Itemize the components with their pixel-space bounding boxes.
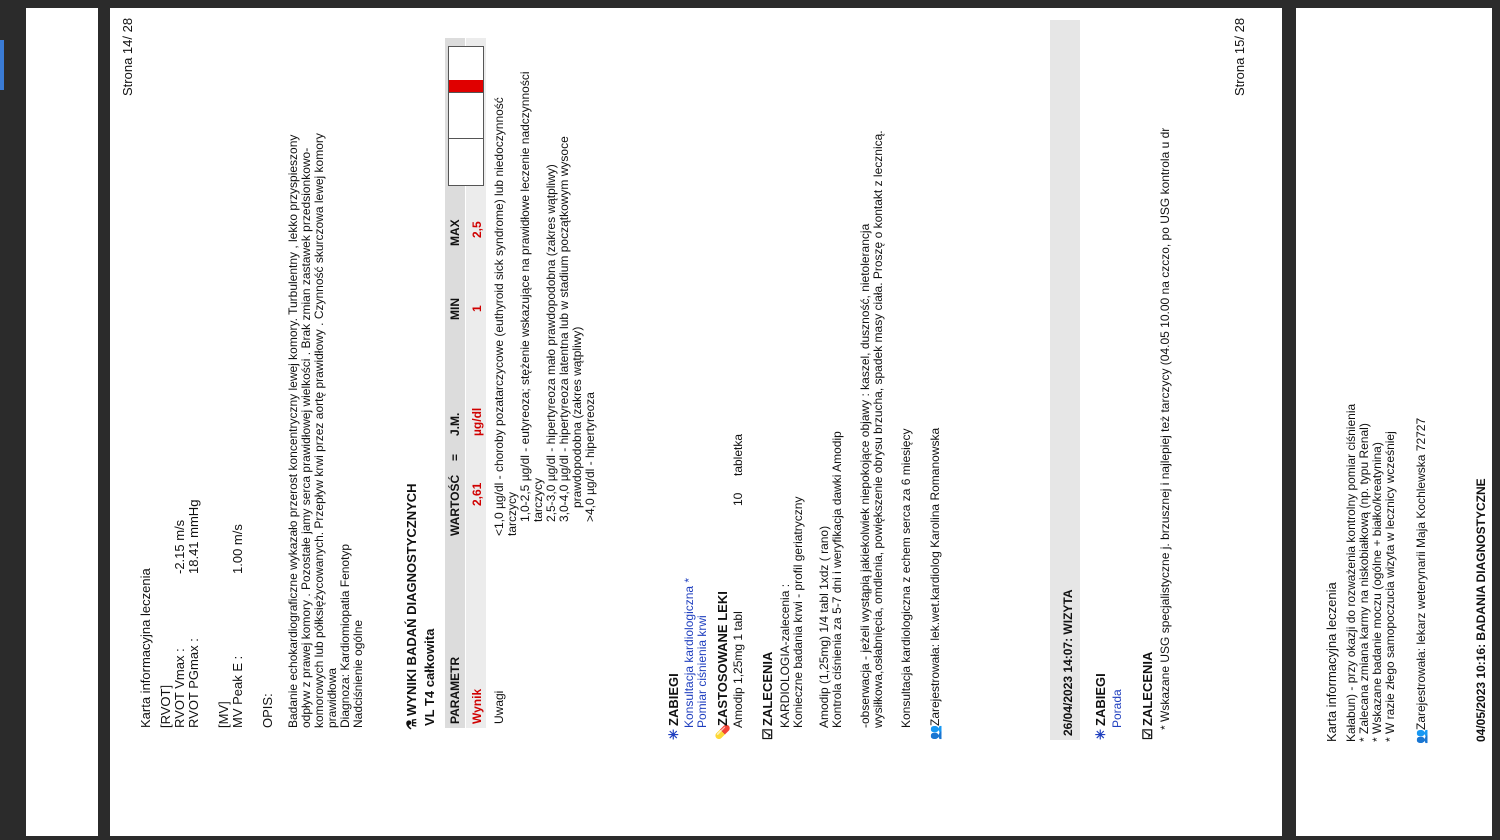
- checklist-icon: ☑: [760, 728, 775, 740]
- zabiegi2-section-title: ✳ZABIEGI: [1093, 673, 1108, 740]
- zabieg-item[interactable]: Porada: [1110, 689, 1124, 728]
- zabiegi-section-title: ✳ZABIEGI: [666, 673, 681, 740]
- col-wartosc: WARTOŚĆ: [448, 474, 462, 536]
- uwagi-line: tarczycy: [531, 477, 545, 522]
- user-icon: 👥: [1414, 729, 1428, 744]
- uwagi-line: 2,5-3,0 µg/dl - hipertyreoza mało prawdopodobna (zakres wątpliwy): [544, 164, 558, 522]
- col-equals: =: [448, 453, 462, 461]
- opis-line: odpływ z prawej komory . Pozostałe jamy serca prawidłowej wielkości . Brak zmian zastawek przedsionkowo-: [299, 147, 313, 728]
- test-tube-icon: ⚗: [404, 718, 419, 730]
- zalecenie-line: Konieczne badania krwi - profil geriatryczny: [791, 496, 805, 728]
- page-14: [110, 8, 1282, 836]
- test-name: VL T4 całkowita: [422, 628, 437, 726]
- opis-label: OPIS:: [260, 693, 275, 728]
- result-param: Wynik: [470, 688, 484, 724]
- zalecenie-line: Amodip (1,25mg) 1/4 tabl 1xdz ( rano): [817, 525, 831, 728]
- diagnostics-section-title: ⚗WYNIKI BADAŃ DIAGNOSTYCZNYCH: [404, 483, 419, 730]
- mv-block-label: [MV]: [216, 701, 231, 728]
- col-max: MAX: [448, 219, 462, 246]
- registered-by: 👥Zarejestrowała: lek.wet.kardiolog Karolina Romanowska: [928, 427, 942, 740]
- asterisk-icon: ✳: [666, 729, 681, 740]
- mv-peak-label: MV Peak E :: [230, 655, 245, 728]
- lek-qty: 10: [731, 492, 745, 506]
- asterisk-icon: ✳: [1093, 729, 1108, 740]
- zalecenie-line: -obserwacja - jeżeli wystąpią jakiekolwiek niepokojące objawy : kaszel, duszność, nietolerancja: [858, 223, 872, 728]
- result-min: 1: [470, 305, 484, 312]
- zalecenia2-section-title: ☑ZALECENIA: [1140, 651, 1155, 740]
- zalecenie-line: * Wskazane badanie moczu (ogólne + białko/kreatynina): [1370, 442, 1384, 742]
- mv-peak-value: 1.00 m/s: [230, 524, 245, 574]
- uwagi-line: prawdopodobna (zakres wątpliwy): [570, 326, 584, 508]
- checklist-icon: ☑: [1140, 728, 1155, 740]
- col-parametr: PARAMETR: [448, 656, 462, 724]
- sidebar-toggle-tab[interactable]: [0, 40, 4, 90]
- diagnosis-line: Nadciśnienie ogólne: [351, 619, 365, 728]
- zalecenie-line: * W razie złego samopoczucia wizyta w lecznicy wcześniej: [1383, 431, 1397, 742]
- zalecenie-line: wysiłkowa,osłabnięcia, omdlenia, powiększenie obrysu brzucha, spadek masy ciała. Proszę o kontakt z lecznicą.: [871, 130, 885, 728]
- col-min: MIN: [448, 298, 462, 320]
- uwagi-line: 1,0-2,5 µg/dl - eutyreoza; stężenie wskazujące na prawidłowe leczenie nadczynności: [518, 71, 532, 522]
- visit-header: 04/05/2023 10:16: BADANIA DIAGNOSTYCZNE: [1474, 478, 1488, 742]
- uwagi-label: Uwagi: [492, 690, 506, 724]
- diagnosis-line: Diagnoza: Kardiomiopatia Fenotyp: [338, 543, 352, 728]
- document-header: Karta informacyjna leczenia: [138, 568, 153, 728]
- zalecenie-line: Konsultacja kardiologiczna z echem serca za 6 miesięcy: [899, 428, 913, 728]
- gauge-value-marker: [449, 80, 483, 92]
- rvot-pgmax-label: RVOT PGmax :: [186, 638, 201, 728]
- zabieg-item[interactable]: Konsultacja kardiologiczna *: [682, 577, 696, 728]
- visit-header: 26/04/2023 14:07: WIZYTA: [1061, 589, 1075, 736]
- leki-section-title: 💊ZASTOSOWANE LEKI: [715, 591, 730, 740]
- pill-icon: 💊: [715, 723, 730, 740]
- result-unit: µg/dl: [470, 407, 484, 436]
- result-max: 2,5: [470, 221, 484, 238]
- uwagi-line: <1,0 µg/dl - choroby pozatarczycowe (euthyroid sick syndrome) lub niedoczynność: [492, 97, 506, 536]
- previous-page-edge: [26, 8, 98, 836]
- zabieg-item[interactable]: Pomiar ciśnienia krwi: [695, 615, 709, 728]
- lek-name: Amodip 1,25mg 1 tabl: [731, 611, 745, 728]
- uwagi-line: tarczycy: [505, 491, 519, 536]
- opis-line: prawidłowa: [325, 667, 339, 728]
- uwagi-line: >4,0 µg/dl - hipertyreoza: [583, 392, 597, 522]
- result-value: 2,61: [470, 482, 484, 506]
- page-number: Strona 15/ 28: [1232, 17, 1247, 96]
- registered-by: 👥Zarejestrowała: lekarz weterynarii Maja Kochlewska 72727: [1414, 417, 1428, 744]
- document-header: Karta informacyjna leczenia: [1324, 582, 1339, 742]
- opis-line: Badanie echokardiograficzne wykazało przerost koncentryczny lewej komory. Turbulentny , lekko przyspieszony: [286, 134, 300, 728]
- rvot-block-label: [RVOT]: [158, 684, 173, 728]
- zalecenia-section-title: ☑ZALECENIA: [760, 651, 775, 740]
- gauge-min-tick: [449, 138, 483, 139]
- zalecenie-line: Kałabun) - przy okazji do rozważenia kontrolny pomiar ciśnienia: [1344, 403, 1358, 742]
- opis-line: komorowych lub półksiężycowanych. Przepływ krwi przez aortę prawidłowy . Czynność skurczowa lewej komory: [312, 133, 326, 728]
- gauge-max-tick: [449, 92, 483, 93]
- rvot-pgmax-value: 18.41 mmHg: [186, 499, 201, 574]
- zalecenie-line: KARDIOLOGIA-zalecenia :: [778, 583, 792, 728]
- zalecenie-line: * Wskazane USG specjalistyczne j. brzusznej i najlepiej też tarczycy (04.05 10.00 na czczo, po USG kontrola u dr: [1158, 127, 1172, 730]
- result-range-gauge: [448, 46, 484, 186]
- zalecenie-line: * Zalecana zmiana karmy na niskobiałkową (np. typu Renal): [1357, 423, 1371, 742]
- uwagi-line: 3,0-4,0 µg/dl - hipertyreoza latentna lub w stadium początkowym wysoce: [557, 136, 571, 522]
- lek-unit: tabletka: [731, 433, 745, 476]
- zalecenie-line: Kontrola ciśnienia za 5-7 dni i weryfikacja dawki Amodip: [830, 431, 844, 728]
- page-15: [1232, 8, 1492, 836]
- col-jm: J.M.: [448, 412, 462, 436]
- user-icon: 👥: [928, 725, 942, 740]
- rvot-vmax-label: RVOT Vmax :: [172, 648, 187, 728]
- page-number: Strona 14/ 28: [120, 17, 135, 96]
- rvot-vmax-value: -2.15 m/s: [172, 519, 187, 574]
